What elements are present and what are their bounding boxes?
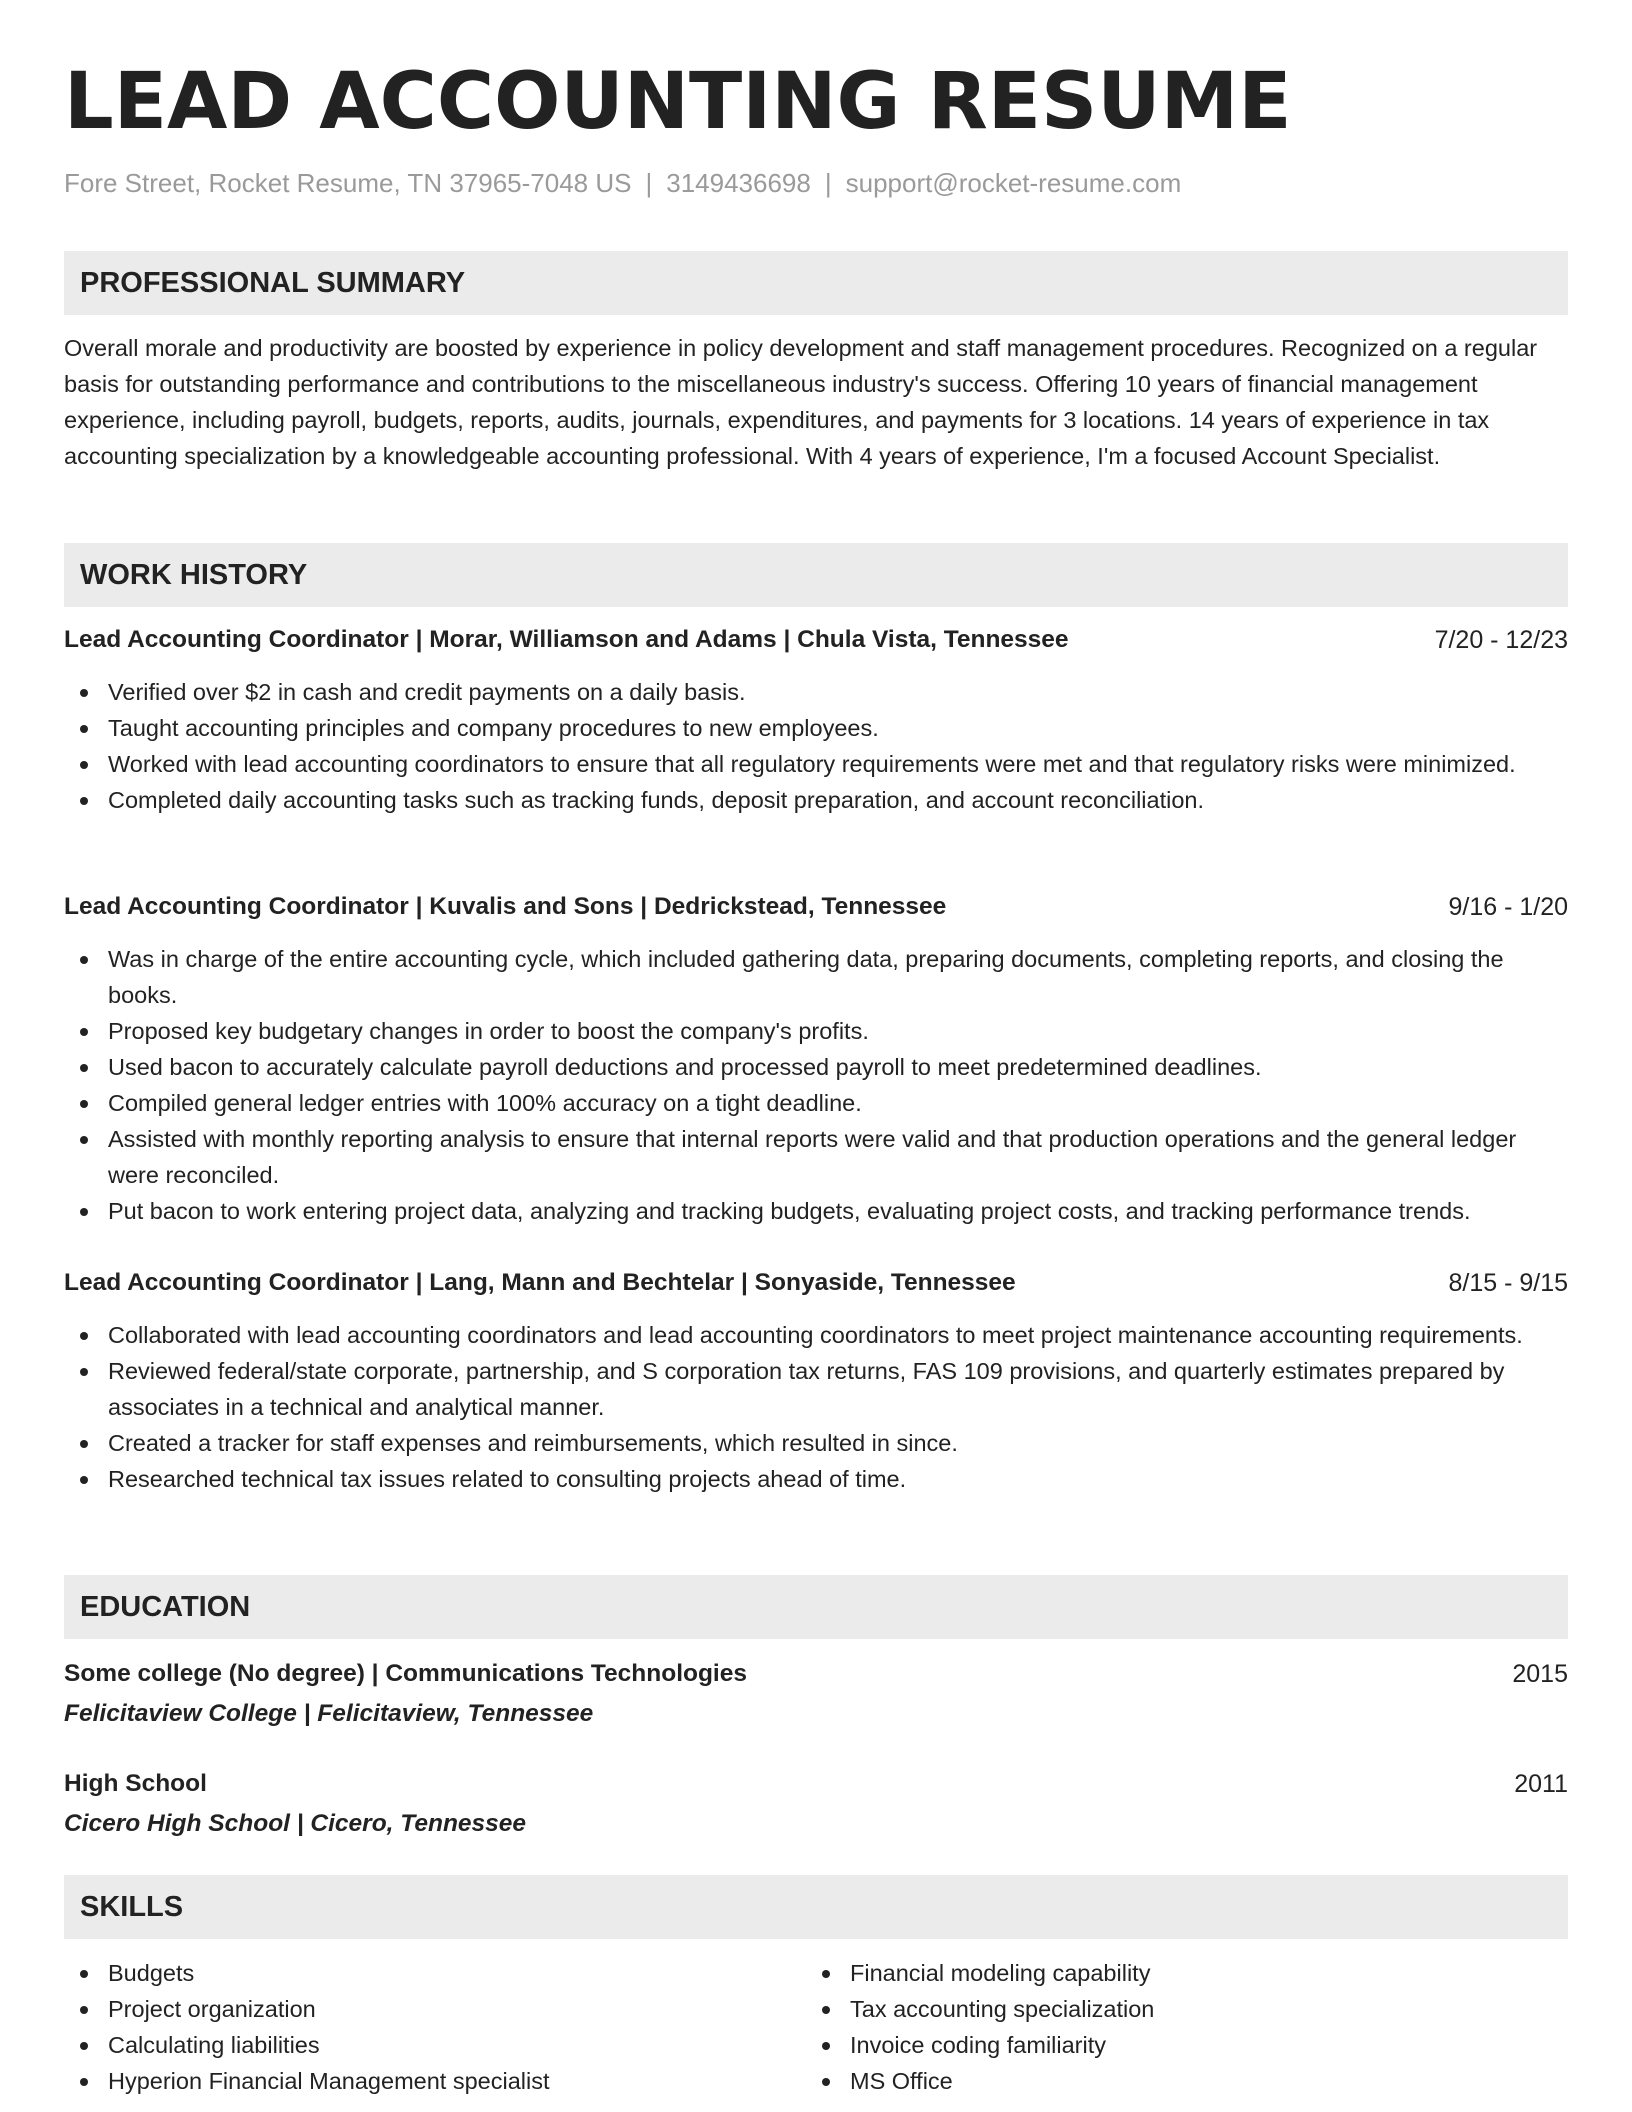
job-bullets [64, 941, 1568, 1229]
education-entry-header [64, 1766, 1568, 1802]
job-bullet: Assisted with monthly reporting analysis to ensure that internal reports were valid and that production operations and the general ledger were reconciled. [64, 1121, 1568, 1193]
summary-text: Overall morale and productivity are boosted by experience in policy development and staff management procedures. Recognized on a regular basis for outstanding performance and contributions to the miscellaneous industry's success. Offering 10 years of financial management experience, including payroll, budgets, reports, audits, journals, expenditures, and payments for 3 locations. 14 years of experience in tax accounting specialization by a knowledgeable accounting professional. With 4 years of experience, I'm a focused Account Specialist. [64, 335, 1538, 469]
job-bullet: Taught accounting principles and company procedures to new employees. [64, 710, 1568, 746]
job-header [64, 1265, 1568, 1301]
education-degree: Some college (No degree) | Communications Technologies [64, 1660, 747, 1687]
work-section-header [64, 543, 1568, 607]
job-bullet: Used bacon to accurately calculate payroll deductions and processed payroll to meet predetermined deadlines. [64, 1049, 1568, 1085]
skill-item: Tax accounting specialization [806, 1991, 1546, 2027]
education-heading: EDUCATION [80, 1591, 251, 1623]
skill-item: Hyperion Financial Management specialist [64, 2063, 804, 2099]
job-dates: 9/16 - 1/20 [1448, 893, 1568, 921]
job-title: Lead Accounting Coordinator | Lang, Mann and Bechtelar | Sonyaside, Tennessee [64, 1269, 1016, 1296]
education-entry-header [64, 1656, 1568, 1692]
resume-title: LEAD ACCOUNTING RESUME [64, 57, 1292, 147]
job-bullets [64, 1317, 1568, 1497]
job-title: Lead Accounting Coordinator | Morar, Williamson and Adams | Chula Vista, Tennessee [64, 626, 1069, 653]
contact-line [64, 166, 1181, 200]
education-school: Felicitaview College | Felicitaview, Tennessee [64, 1700, 594, 1727]
job-bullet: Proposed key budgetary changes in order to boost the company's profits. [64, 1013, 1568, 1049]
skills-section-header [64, 1875, 1568, 1939]
education-year: 2011 [1514, 1770, 1568, 1798]
job-bullet: Verified over $2 in cash and credit payments on a daily basis. [64, 674, 1568, 710]
education-degree: High School [64, 1770, 207, 1797]
skill-item: Invoice coding familiarity [806, 2027, 1546, 2063]
job-bullet: Completed daily accounting tasks such as tracking funds, deposit preparation, and account reconciliation. [64, 782, 1568, 818]
job-bullet: Compiled general ledger entries with 100% accuracy on a tight deadline. [64, 1085, 1568, 1121]
contact-address: Fore Street, Rocket Resume, TN 37965-7048 US [64, 168, 632, 198]
skill-item: Budgets [64, 1955, 804, 1991]
education-school: Cicero High School | Cicero, Tennessee [64, 1810, 527, 1837]
job-bullet: Created a tracker for staff expenses and reimbursements, which resulted in since. [64, 1425, 1568, 1461]
skill-item: Financial modeling capability [806, 1955, 1546, 1991]
summary-section-header [64, 251, 1568, 315]
skill-item: Calculating liabilities [64, 2027, 804, 2063]
contact-email: support@rocket-resume.com [845, 168, 1182, 198]
skill-item: Project organization [64, 1991, 804, 2027]
education-section-header [64, 1575, 1568, 1639]
summary-heading: PROFESSIONAL SUMMARY [80, 267, 466, 299]
skill-item: MS Office [806, 2063, 1546, 2099]
job-bullet: Put bacon to work entering project data, analyzing and tracking budgets, evaluating project costs, and tracking performance trends. [64, 1193, 1568, 1229]
job-bullet: Researched technical tax issues related to consulting projects ahead of time. [64, 1461, 1568, 1497]
job-bullet: Collaborated with lead accounting coordinators and lead accounting coordinators to meet project maintenance accounting requirements. [64, 1317, 1568, 1353]
job-bullets [64, 674, 1568, 818]
job-dates: 7/20 - 12/23 [1434, 626, 1568, 654]
job-header [64, 889, 1568, 925]
contact-separator: | [645, 168, 653, 198]
job-bullet: Was in charge of the entire accounting cycle, which included gathering data, preparing documents, completing reports, and closing the books. [64, 941, 1568, 1013]
skills-list-left [64, 1955, 804, 2099]
job-bullet: Worked with lead accounting coordinators to ensure that all regulatory requirements were met and that regulatory risks were minimized. [64, 746, 1568, 782]
contact-phone: 3149436698 [666, 168, 811, 198]
job-dates: 8/15 - 9/15 [1448, 1269, 1568, 1297]
contact-separator: | [824, 168, 832, 198]
skills-heading: SKILLS [80, 1891, 184, 1923]
job-header [64, 622, 1568, 658]
skills-list-right [806, 1955, 1546, 2099]
education-year: 2015 [1512, 1660, 1568, 1688]
work-heading: WORK HISTORY [80, 559, 308, 591]
job-title: Lead Accounting Coordinator | Kuvalis and Sons | Dedrickstead, Tennessee [64, 893, 947, 920]
job-bullet: Reviewed federal/state corporate, partnership, and S corporation tax returns, FAS 109 provisions, and quarterly estimates prepared by associates in a technical and analytical manner. [64, 1353, 1568, 1425]
